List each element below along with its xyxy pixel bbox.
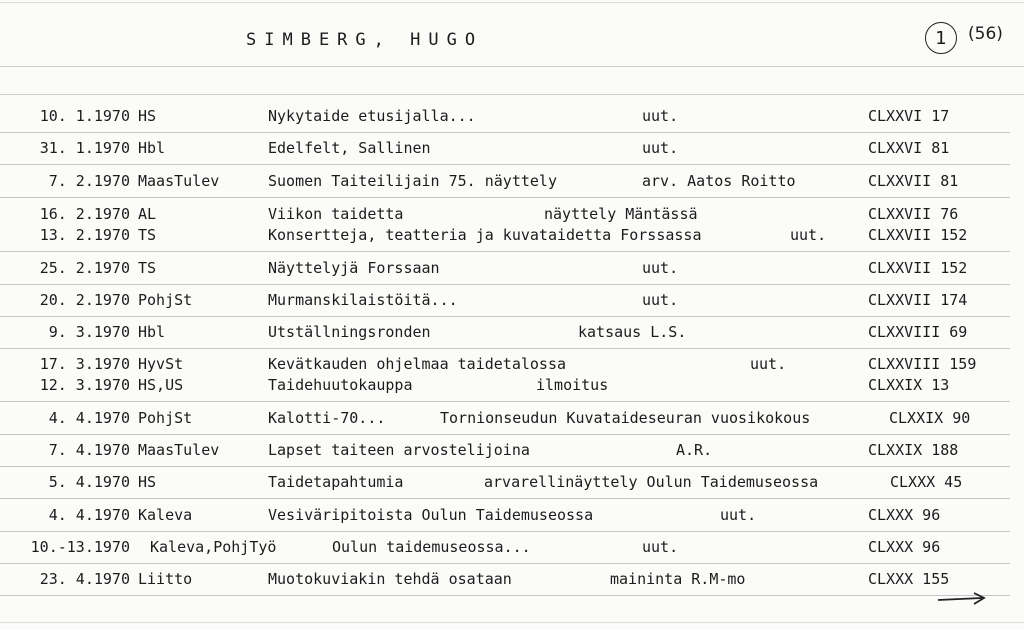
entry-source: Kaleva,PohjTyö <box>150 538 277 556</box>
entry-row <box>0 225 1024 249</box>
header-rule-2 <box>0 94 1024 95</box>
entry-title: Kalotti-70... <box>268 409 386 427</box>
entry-note: uut. <box>720 506 757 524</box>
entry-reference: CLXXVII 152 <box>868 226 968 244</box>
entry-date: 5. 4.1970 <box>48 473 130 491</box>
entry-date: 10. 1.1970 <box>39 107 130 125</box>
entry-source: Liitto <box>138 570 193 588</box>
entry-source: HS <box>138 473 157 491</box>
entry-reference: CLXXVII 76 <box>868 205 959 223</box>
row-rule <box>0 348 1010 349</box>
entry-reference: CLXXVIII 159 <box>868 355 977 373</box>
entry-note: uut. <box>642 538 679 556</box>
row-rule <box>0 132 1010 133</box>
row-rule <box>0 434 1010 435</box>
stamp-number: 1 <box>935 27 947 49</box>
entry-title: Kevätkauden ohjelmaa taidetalossa <box>268 355 567 373</box>
entry-row <box>0 408 1024 432</box>
entry-reference: CLXXIX 90 <box>889 409 971 427</box>
entry-source: Hbl <box>138 323 166 341</box>
entry-title: Muotokuviakin tehdä osataan <box>268 570 512 588</box>
entry-reference: CLXXX 155 <box>868 570 950 588</box>
entry-title: Oulun taidemuseossa... <box>332 538 531 556</box>
entry-reference: CLXXVIII 69 <box>868 323 968 341</box>
entry-title: Lapset taiteen arvostelijoina <box>268 441 530 459</box>
row-rule <box>0 531 1010 532</box>
row-rule <box>0 563 1010 564</box>
entry-row <box>0 440 1024 464</box>
entry-reference: CLXXIX 13 <box>868 376 950 394</box>
entry-note: uut. <box>642 291 679 309</box>
top-rule <box>0 2 1024 3</box>
entry-source: PohjSt <box>138 291 193 309</box>
entry-row <box>0 171 1024 195</box>
entry-reference: CLXXX 96 <box>868 538 941 556</box>
entry-note: katsaus L.S. <box>578 323 687 341</box>
entry-source: PohjSt <box>138 409 193 427</box>
entry-row <box>0 258 1024 282</box>
entry-source: AL <box>138 205 157 223</box>
entry-note: Tornionseudun Kuvataideseuran vuosikokous <box>440 409 811 427</box>
entry-reference: CLXXIX 188 <box>868 441 959 459</box>
entry-row <box>0 375 1024 399</box>
entry-title: Utställningsronden <box>268 323 431 341</box>
entry-reference: CLXXX 45 <box>890 473 963 491</box>
entry-note: uut. <box>642 259 679 277</box>
entry-date: 7. 2.1970 <box>48 172 130 190</box>
row-rule <box>0 498 1010 499</box>
entry-date: 16. 2.1970 <box>39 205 130 223</box>
entry-date: 4. 4.1970 <box>48 506 130 524</box>
entry-date: 31. 1.1970 <box>39 139 130 157</box>
card-title: SIMBERG, HUGO <box>246 30 484 50</box>
entry-note: maininta R.M-mo <box>610 570 746 588</box>
entry-source: TS <box>138 259 157 277</box>
entry-date: 23. 4.1970 <box>39 570 130 588</box>
entry-title: Edelfelt, Sallinen <box>268 139 431 157</box>
entry-reference: CLXXX 96 <box>868 506 941 524</box>
entry-row <box>0 322 1024 346</box>
entry-row <box>0 537 1024 561</box>
row-rule <box>0 197 1010 198</box>
entry-note: A.R. <box>676 441 713 459</box>
entry-source: Hbl <box>138 139 166 157</box>
entry-title: Nykytaide etusijalla... <box>268 107 476 125</box>
row-rule <box>0 251 1010 252</box>
row-rule <box>0 401 1010 402</box>
entry-row <box>0 106 1024 130</box>
entry-date: 20. 2.1970 <box>39 291 130 309</box>
entry-row <box>0 138 1024 162</box>
entry-date: 9. 3.1970 <box>48 323 130 341</box>
entry-date: 17. 3.1970 <box>39 355 130 373</box>
entry-source: TS <box>138 226 157 244</box>
entry-note: uut. <box>790 226 827 244</box>
entry-title: Viikon taidetta <box>268 205 404 223</box>
row-rule <box>0 164 1010 165</box>
circled-number-stamp <box>925 22 957 54</box>
entry-note: arv. Aatos Roitto <box>642 172 796 190</box>
entry-date: 25. 2.1970 <box>39 259 130 277</box>
entry-date: 7. 4.1970 <box>48 441 130 459</box>
entry-reference: CLXXVII 152 <box>868 259 968 277</box>
entry-source: HS <box>138 107 157 125</box>
entry-title: Taidehuutokauppa <box>268 376 413 394</box>
continue-arrow-icon <box>936 590 988 608</box>
row-rule <box>0 316 1010 317</box>
entry-note: näyttely Mäntässä <box>544 205 698 223</box>
entry-reference: CLXXVII 81 <box>868 172 959 190</box>
entry-row <box>0 472 1024 496</box>
entry-note: uut. <box>750 355 787 373</box>
entry-title: Konsertteja, teatteria ja kuvataidetta Forssassa <box>268 226 702 244</box>
entry-note: uut. <box>642 139 679 157</box>
entry-title: Murmanskilaistöitä... <box>268 291 458 309</box>
entry-title: Taidetapahtumia <box>268 473 404 491</box>
entry-row <box>0 505 1024 529</box>
entry-date: 12. 3.1970 <box>39 376 130 394</box>
entry-source: MaasTulev <box>138 441 220 459</box>
entry-source: HS,US <box>138 376 184 394</box>
row-rule <box>0 284 1010 285</box>
entry-title: Suomen Taiteilijain 75. näyttely <box>268 172 557 190</box>
entry-date: 4. 4.1970 <box>48 409 130 427</box>
entry-reference: CLXXVII 174 <box>868 291 968 309</box>
bracketed-number-stamp: (56) <box>968 24 1003 44</box>
entry-date: 10.-13.1970 <box>30 538 130 556</box>
header-rule <box>0 66 1024 67</box>
entry-reference: CLXXVI 17 <box>868 107 950 125</box>
row-rule <box>0 595 1010 596</box>
entry-date: 13. 2.1970 <box>39 226 130 244</box>
entry-source: MaasTulev <box>138 172 220 190</box>
entry-note: uut. <box>642 107 679 125</box>
bottom-rule <box>0 622 1024 623</box>
entry-reference: CLXXVI 81 <box>868 139 950 157</box>
entry-source: Kaleva <box>138 506 193 524</box>
entry-note: arvarellinäyttely Oulun Taidemuseossa <box>484 473 819 491</box>
entry-title: Vesiväripitoista Oulun Taidemuseossa <box>268 506 594 524</box>
entry-row <box>0 290 1024 314</box>
row-rule <box>0 466 1010 467</box>
entry-source: HyvSt <box>138 355 184 373</box>
entry-title: Näyttelyjä Forssaan <box>268 259 440 277</box>
entry-note: ilmoitus <box>536 376 609 394</box>
entry-row <box>0 569 1024 593</box>
